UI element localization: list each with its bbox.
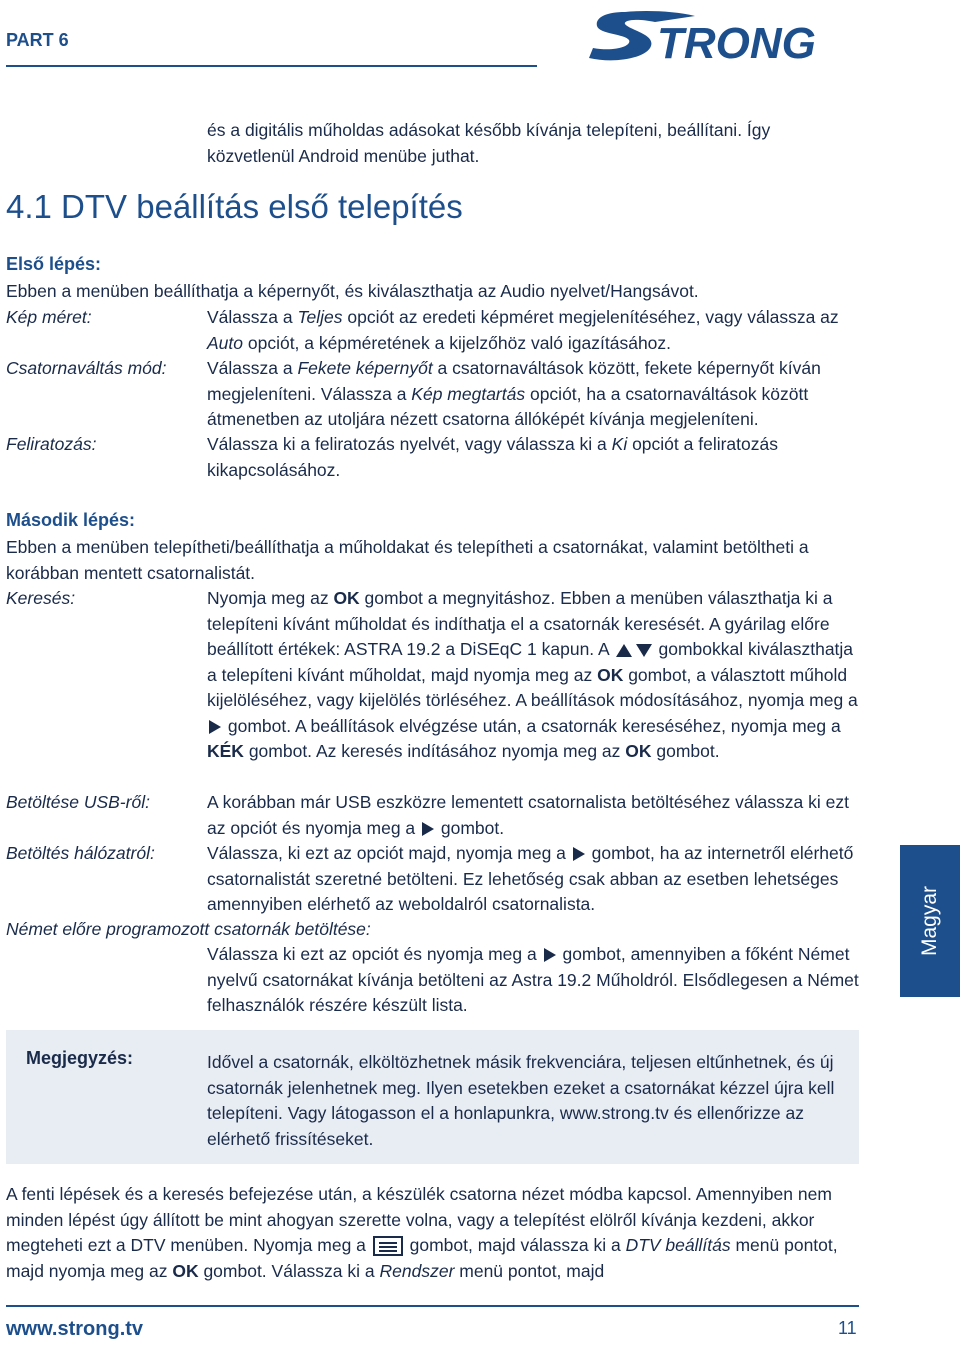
closing-text: A fenti lépések és a keresés befejezése után, a készülék csatorna nézet módba kapcsol. Amennyiben nem minden lépést úgy állított be mint ahogyan szerette volna, vagy a telepítést elölről kívánja kezdeni, akkor megteheti ezt a DTV menüben. Nyomja meg a gombot, majd válassza ki a DTV beállítás menü pontot, majd nyomja meg az OK gombot. Válassza ki a Rendszer menü pontot, majd [6,1184,838,1281]
step2-text: Ebben a menüben telepítheti/beállíthatja a műholdakat és telepítheti a csatornákat, valamint betöltheti a korábban mentett csatornalistát. [6,537,809,583]
item-desc: Válassza ki a feliratozás nyelvét, vagy válassza ki a Ki opciót a feliratozás kikapcsolásához. [207,434,778,480]
language-tab [900,845,960,997]
note-label: Megjegyzés: [26,1048,134,1068]
net-label: Betöltés hálózatról: [6,843,155,863]
right-arrow-icon [422,822,434,836]
strong-logo [585,8,865,70]
item-desc: Válassza a Teljes opciót az eredeti képméret megjelenítéséhez, vagy válassza az Auto opciót, a képméretének a kijelzőhöz való igazításához. [207,307,839,353]
item-label: Csatornaváltás mód: [6,358,167,378]
menu-icon [373,1236,403,1256]
item-label: Feliratozás: [6,434,97,454]
up-arrow-icon [616,644,632,657]
note-text: Idővel a csatornák, elköltözhetnek másik frekvenciára, teljesen eltűnhetnek, és új csatornák jelenhetnek meg. Ilyen esetekben ezeket a csatornákat kézzel újra kell telepíteni. Vagy látogasson el a honlapunkra, www.strong.tv és ellenőrizze az elérhető frissítéseket. [207,1052,835,1149]
german-desc: Válassza ki ezt az opciót és nyomja meg a gombot, amennyiben a főként Német nyelvű csatornákat kívánja betölteni az Astra 19.2 Műholdról. Elsődlegesen a Német felhasználók részére készült lista. [207,944,859,1015]
search-label: Keresés: [6,588,76,608]
search-desc: Nyomja meg az OK gombot a megnyitáshoz. Ebben a menüben választhatja ki a telepíteni kívánt műholdat és indíthatja el a csatornák keresését. A gyárilag előre beállított értékek: ASTRA 19.2 a DiSEqC 1 kapun. A gombokkal kiválaszthatja a telepíteni kívánt műholdat, majd nyomja meg az OK gombot, a választott műhold kijelöléséhez, vagy kijelölés törléséhez. A beállítások módosításához, nyomja meg a gombot. A beállítások elvégzése után, a csatornák kereséséhez, nyomja meg a KÉK gombot. Az keresés indításához nyomja meg az OK gombot. [207,588,858,761]
intro-text: és a digitális műholdas adásokat később kívánja telepíteni, beállítani. Így közvetlenül Android menübe juthat. [207,120,771,166]
header-divider [6,65,537,67]
german-label: Német előre programozott csatornák betöltése: [6,919,371,939]
footer-url[interactable]: www.strong.tv [6,1318,144,1340]
item-label: Kép méret: [6,307,92,327]
right-arrow-icon [209,720,221,734]
step1-title: Első lépés: [6,254,102,274]
part-label: PART 6 [6,30,69,50]
item-desc: Válassza a Fekete képernyőt a csatornaváltások között, fekete képernyőt kíván megjeleníteni. Válassza a Kép megtartás opciót, ha a csatornaváltások között átmenetben az utoljára nézett csatorna állóképét kívánja megjeleníteni. [207,358,821,429]
right-arrow-icon [573,847,585,861]
step2-title: Második lépés: [6,510,136,530]
usb-label: Betöltése USB-ről: [6,792,150,812]
step1-text: Ebben a menüben beállíthatja a képernyőt, és kiválaszthatja az Audio nyelvet/Hangsávot. [6,281,699,301]
footer-divider [6,1305,859,1307]
section-title: 4.1 DTV beállítás első telepítés [6,188,463,225]
down-arrow-icon [636,644,652,657]
usb-desc: A korábban már USB eszközre lementett csatornalista betöltéséhez válassza ki ezt az opciót és nyomja meg a gombot. [207,792,849,838]
svg-text:TRONG: TRONG [657,19,816,68]
language-tab-label: Magyar [918,885,941,957]
net-desc: Válassza, ki ezt az opciót majd, nyomja meg a gombot, ha az internetről elérhető csatornalistát szeretné betölteni. Ez lehetőség csak abban az esetben lehetséges amennyiben elérhető az weboldalról csatornalista. [207,843,854,914]
page-number: 11 [838,1318,857,1338]
right-arrow-icon [544,948,556,962]
